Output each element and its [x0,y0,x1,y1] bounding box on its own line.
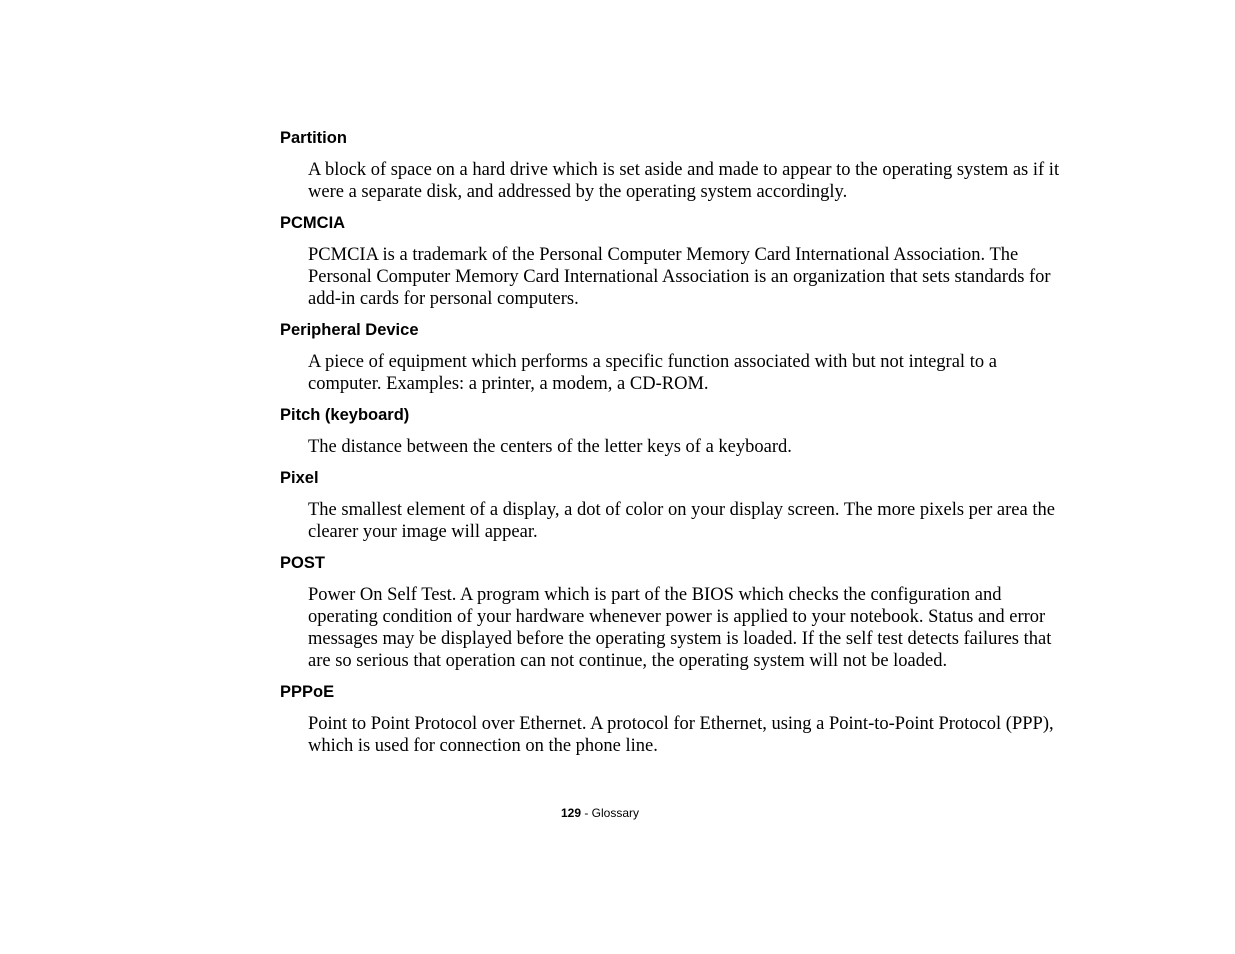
glossary-entry-pitch-keyboard [280,404,1070,458]
footer-separator: - [581,806,592,820]
glossary-term: PPPoE [280,683,335,701]
glossary-definition: A piece of equipment which performs a specific function associated with but not integral to a computer. Examples: a printer, a modem, a CD-ROM. [308,352,997,394]
footer-section: Glossary [591,806,640,820]
glossary-term: POST [280,554,325,572]
glossary-term: PCMCIA [280,214,346,232]
glossary-definition: PCMCIA is a trademark of the Personal Computer Memory Card International Association. The Personal Computer Memory Card International Association is an organization that sets standards for add-in cards for personal computers. [308,245,1051,309]
glossary-term: Pixel [280,469,319,487]
glossary-term: Partition [280,129,347,147]
glossary-definition: The smallest element of a display, a dot of color on your display screen. The more pixels per area the clearer your image will appear. [308,500,1055,542]
glossary-page [280,127,1070,766]
glossary-entry-pixel [280,467,1070,543]
glossary-entry-post [280,552,1070,672]
glossary-term: Peripheral Device [280,321,419,339]
glossary-definition: Power On Self Test. A program which is part of the BIOS which checks the configuration and operating condition of your hardware whenever power is applied to your notebook. Status and error messages may be displayed before the operating system is loaded. If the self test detects failures that are so serious that operation can not continue, the operating system will not be loaded. [308,585,1052,671]
glossary-term: Pitch (keyboard) [280,406,410,424]
glossary-entry-peripheral-device [280,319,1070,395]
glossary-entry-partition [280,127,1070,203]
glossary-definition: The distance between the centers of the letter keys of a keyboard. [308,437,792,457]
glossary-entry-pppoe [280,681,1070,757]
page-footer [0,806,1200,820]
page-number: 129 [560,806,581,820]
glossary-entry-pcmcia [280,212,1070,310]
glossary-definition: A block of space on a hard drive which is set aside and made to appear to the operating system as if it were a separate disk, and addressed by the operating system accordingly. [308,160,1060,202]
glossary-definition: Point to Point Protocol over Ethernet. A protocol for Ethernet, using a Point-to-Point Protocol (PPP), which is used for connection on the phone line. [308,714,1054,756]
